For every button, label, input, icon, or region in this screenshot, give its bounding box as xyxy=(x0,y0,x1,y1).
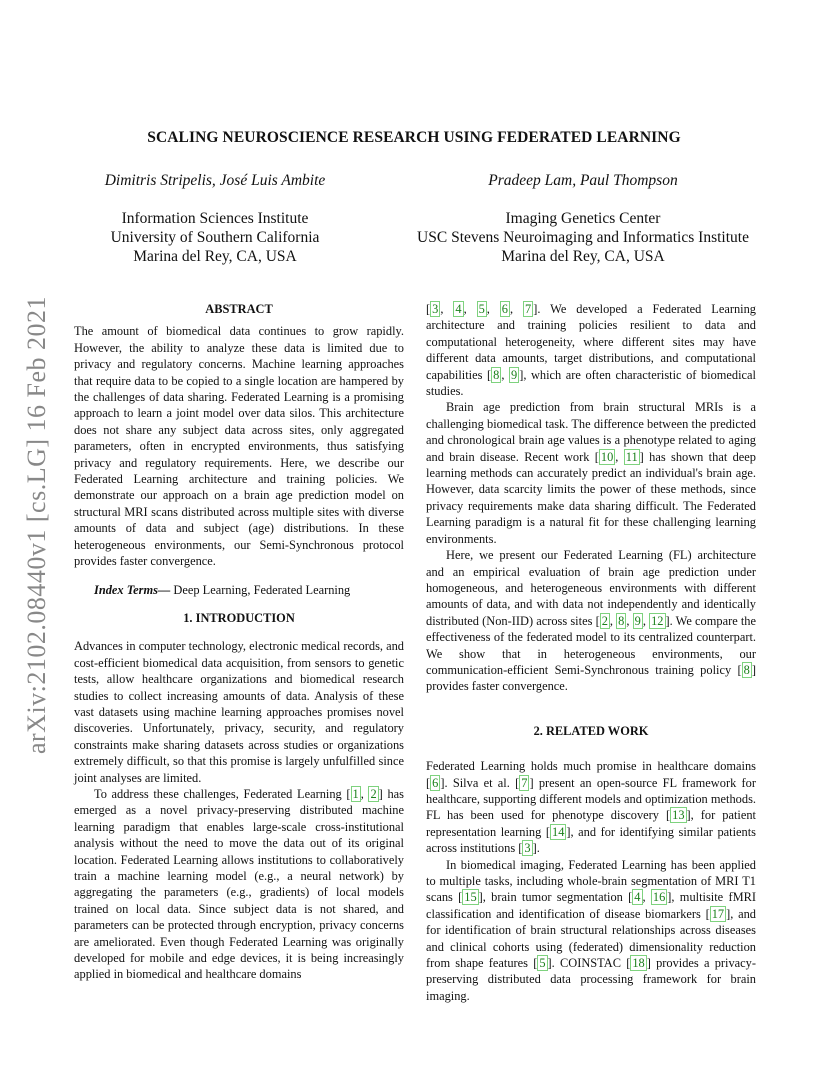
citation-link[interactable]: 4 xyxy=(455,302,462,316)
abstract-text: The amount of biomedical data continues to grow rapidly. However, the ability to analyze these data is limited due to privacy and regulatory concerns. Machine learning approaches that require data to be copied to a single location are hampered by the challenges of data sharing. Federated Learning is a promising approach to learn a joint model over data silos. This architecture does not share any subject data across sites, only aggregated parameters, often in encrypted environments, thus satisfying privacy and regulatory requirements. Here, we describe our Federated Learning architecture and training policies. We demonstrate our approach on a brain age prediction model on structural MRI scans distributed across multiple sites with diverse amounts of data and subject (age) distributions. In these heterogeneous environments, our Semi-Synchronous protocol provides faster convergence. xyxy=(74,324,404,569)
intro-p2-text-a: To address these challenges, Federated Learning xyxy=(94,786,347,801)
paper-title: SCALING NEUROSCIENCE RESEARCH USING FEDERATED LEARNING xyxy=(147,129,681,146)
related-paragraph-2: In biomedical imaging, Federated Learning has been applied to multiple tasks, including whole-brain segmentation of MRI T1 scans [ 15 ], brain tumor segmentation [ 4 , 16 ], multisite fMRI classification and identification of disease biomarkers [ 17 ], and for identification of brain structural relationships across diseases and clinical cohorts using (federated) dimensionality reduction from shape features [ 5 ]. COINSTAC [ 18 ] provides a privacy-preserving distributed data processing framework for brain imaging. xyxy=(426,857,756,1003)
citation-link[interactable]: 3 xyxy=(432,302,439,316)
citation-link[interactable]: 1 xyxy=(352,786,359,801)
right-p3-text-b: . We compare the effectiveness of the federated model to its centralized counterpart. We show that in heterogeneous environments, our communication-efficient Semi-Synchronous training policy xyxy=(426,613,756,677)
intro-paragraph-2: To address these challenges, Federated Learning [ 1 , 2 ] has emerged as a novel privacy-preserving distributed machine learning paradigm that enables large-scale cross-institutional analysis without the need to move the data out of its original location. Federated Learning allows institutions to collaboratively train a machine learning model (e.g., a neural network) by aggregating the parameters (e.g., gradients) of local models trained on local data. Since subject data is not shared, and parameters can be protected through encryption, privacy concerns are ameliorated. Even though Federated Learning was originally developed for mobile and edge devices, it is being increasingly applied in biomedical and healthcare domains xyxy=(74,786,404,982)
right-paragraph-2: Brain age prediction from brain structural MRIs is a challenging biomedical task. The difference between the predicted and chronological brain age values is a phenotype related to aging and brain disease. Recent work [ 10 , 11 ] has shown that deep learning methods can accurately predict an individual's brain age. However, data scarcity limits the power of these methods, since privacy requirements make data sharing difficult. The Federated Learning paradigm is a natural fit for these challenging learning environments. xyxy=(426,400,756,546)
left-column xyxy=(74,301,404,983)
arxiv-margin-stamp xyxy=(22,290,52,760)
citation-link[interactable]: 6 xyxy=(432,775,439,790)
right-column xyxy=(426,301,756,1004)
related-work-heading: 2. RELATED WORK xyxy=(533,723,649,738)
left-affiliation xyxy=(30,209,400,266)
index-terms-text: Deep Learning, Federated Learning xyxy=(170,582,351,597)
related-p2-text: provides a privacy-preserving distributed data processing framework for brain imaging. xyxy=(426,956,756,1003)
related-p1-text: . Silva et al. xyxy=(444,775,516,790)
citation-link[interactable]: 2 xyxy=(370,786,377,801)
introduction-heading: 1. INTRODUCTION xyxy=(183,610,295,625)
intro-paragraph-1: Advances in computer technology, electronic medical records, and cost-efficient biomedical data acquisition, from sensors to genetic tests, allow healthcare organizations and biomedical research studies to collect increasing amounts of data. Analysis of these vast datasets using machine learning approaches promises novel discoveries. Unfortunately, privacy, security, and regulatory constraints make sharing datasets across studies or organizations extremely difficult, so that this promise is largely unfulfilled since joint analyses are limited. xyxy=(74,639,404,785)
related-p2-text: , and for identification of brain structural relationships across diseases and clinical cohorts using (federated) dimensionality reduction from shape features xyxy=(426,906,756,971)
left-location: Marina del Rey, CA, USA xyxy=(133,248,297,265)
citation-link[interactable]: 6 xyxy=(501,302,508,316)
related-p2-text: , brain tumor segmentation xyxy=(482,890,629,905)
related-p2-text: In biomedical imaging, Federated Learning has been applied to multiple tasks, including whole-brain segmentation of MRI T1 scans xyxy=(426,857,756,905)
right-p3-text-c: provides faster convergence. xyxy=(426,679,568,694)
citation-link[interactable]: 15 xyxy=(464,890,477,905)
left-authors: Dimitris Stripelis, José Luis Ambite xyxy=(104,172,326,189)
citation-link[interactable]: 4 xyxy=(634,890,641,905)
citation-link[interactable]: 11 xyxy=(625,449,638,464)
citation-link[interactable]: 5 xyxy=(478,302,485,316)
right-p2-text-b: has shown that deep learning methods can accurately predict an individual's brain age. However, data scarcity limits the power of these methods, since privacy requirements make data sharing difficult. The Federated Learning paradigm is a natural fit for these challenging learning environments. xyxy=(426,449,756,546)
related-p1-text: , for patient representation learning xyxy=(426,808,756,839)
citation-link[interactable]: 3 xyxy=(524,841,531,856)
citation-link[interactable]: 13 xyxy=(672,808,685,823)
left-university: University of Southern California xyxy=(110,229,320,246)
right-paragraph-3: Here, we present our Federated Learning (FL) architecture and an empirical evaluation of brain age prediction under homogeneous, and heterogeneous environments with different amounts of data, and with data not independently and identically distributed (Non-IID) across sites [ 2 , 8 , 9 , 12 ]. We compare the effectiveness of the federated model to its centralized counterpart. We show that in heterogeneous environments, our communication-efficient Semi-Synchronous training policy [ 8 ] provides faster convergence. xyxy=(426,548,756,694)
citation-link[interactable]: 10 xyxy=(600,449,614,464)
right-location: Marina del Rey, CA, USA xyxy=(501,248,665,265)
citation-link[interactable]: 8 xyxy=(493,367,500,382)
right-p1-text-a: . We developed a Federated Learning architecture and training policies resilient to data and computational heterogeneity, where different sites may have different data amounts, target distributions, and computational capabilities xyxy=(426,302,756,382)
citation-link[interactable]: 2 xyxy=(601,613,608,628)
right-paragraph-1: [ 3 , 4 , 5 , 6 , 7 ]. We developed a Federated Learning architecture and training policies resilient to data and computational heterogeneity, where different sites may have different data amounts, target distributions, and computational capabilities [ 8 , 9 ], which are often characteristic of biomedical studies. xyxy=(426,302,756,399)
related-p2-text: , multisite fMRI classification and identification of disease biomarkers xyxy=(426,890,756,921)
index-terms-label: Index Terms— xyxy=(94,582,171,597)
right-institute: Imaging Genetics Center xyxy=(505,210,661,227)
citation-link[interactable]: 7 xyxy=(525,302,532,316)
related-p1-text: Federated Learning holds much promise in healthcare domains xyxy=(426,759,756,774)
related-p1-text: , and for identifying similar patients across institutions xyxy=(426,824,756,856)
citation-link[interactable]: 16 xyxy=(652,890,666,905)
right-authors: Pradeep Lam, Paul Thompson xyxy=(488,172,678,189)
right-university: USC Stevens Neuroimaging and Informatics Institute xyxy=(417,229,749,246)
related-p2-text: . COINSTAC xyxy=(551,956,627,971)
right-p2-text-a: Brain age prediction from brain structural MRIs is a challenging biomedical task. The difference between the predicted and chronological brain age values is a phenotype related to aging and brain disease. Recent work xyxy=(426,400,756,464)
right-affiliation xyxy=(405,209,761,266)
citation-link[interactable]: 17 xyxy=(711,906,725,921)
arxiv-identifier: arXiv:2102.08440v1 [cs.LG] 16 Feb 2021 xyxy=(22,295,51,755)
related-p1-text: present an open-source FL framework for healthcare, supporting different models and optimization methods. FL has been used for phenotype discovery xyxy=(426,775,756,823)
intro-p2-text-b: has emerged as a novel privacy-preserving distributed machine learning paradigm that enables large-scale cross-institutional analysis without the need to move the data out of its original location. Federated Learning allows institutions to collaboratively train a machine learning model (e.g., a neural network) by aggregating the parameters (e.g., gradients) of local models trained on local data. Since subject data is not shared, and parameters can be protected through encryption, privacy concerns are ameliorated. Even though Federated Learning was originally developed for mobile and edge devices, it is being increasingly applied in biomedical and healthcare domains xyxy=(74,786,404,982)
citation-link[interactable]: 14 xyxy=(552,824,565,839)
citation-link[interactable]: 9 xyxy=(510,367,518,382)
right-p3-text-a: Here, we present our Federated Learning (FL) architecture and an empirical evaluation of brain age prediction under homogeneous, and heterogeneous environments with different amounts of data, and with data not independently and identically distributed (Non-IID) across sites xyxy=(426,548,756,628)
related-paragraph-1: Federated Learning holds much promise in healthcare domains [ 6 ]. Silva et al. [ 7 ] present an open-source FL framework for healthcare, supporting different models and optimization methods. FL has been used for phenotype discovery [ 13 ], for patient representation learning [ 14 ], and for identifying similar patients across institutions [ 3 ]. xyxy=(426,759,756,856)
right-p1-text-b: , which are often characteristic of biomedical studies. xyxy=(426,367,756,399)
index-terms xyxy=(74,582,404,598)
citation-link[interactable]: 5 xyxy=(539,956,546,971)
citation-link[interactable]: 8 xyxy=(743,662,750,677)
left-institute: Information Sciences Institute xyxy=(121,210,309,227)
citation-link[interactable]: 8 xyxy=(618,613,625,628)
related-p1-text: . xyxy=(536,841,540,856)
citation-link[interactable]: 12 xyxy=(651,613,664,628)
abstract-heading: ABSTRACT xyxy=(205,302,273,316)
citation-link[interactable]: 18 xyxy=(632,956,645,971)
citation-link[interactable]: 7 xyxy=(521,775,528,790)
citation-link[interactable]: 9 xyxy=(634,613,641,628)
